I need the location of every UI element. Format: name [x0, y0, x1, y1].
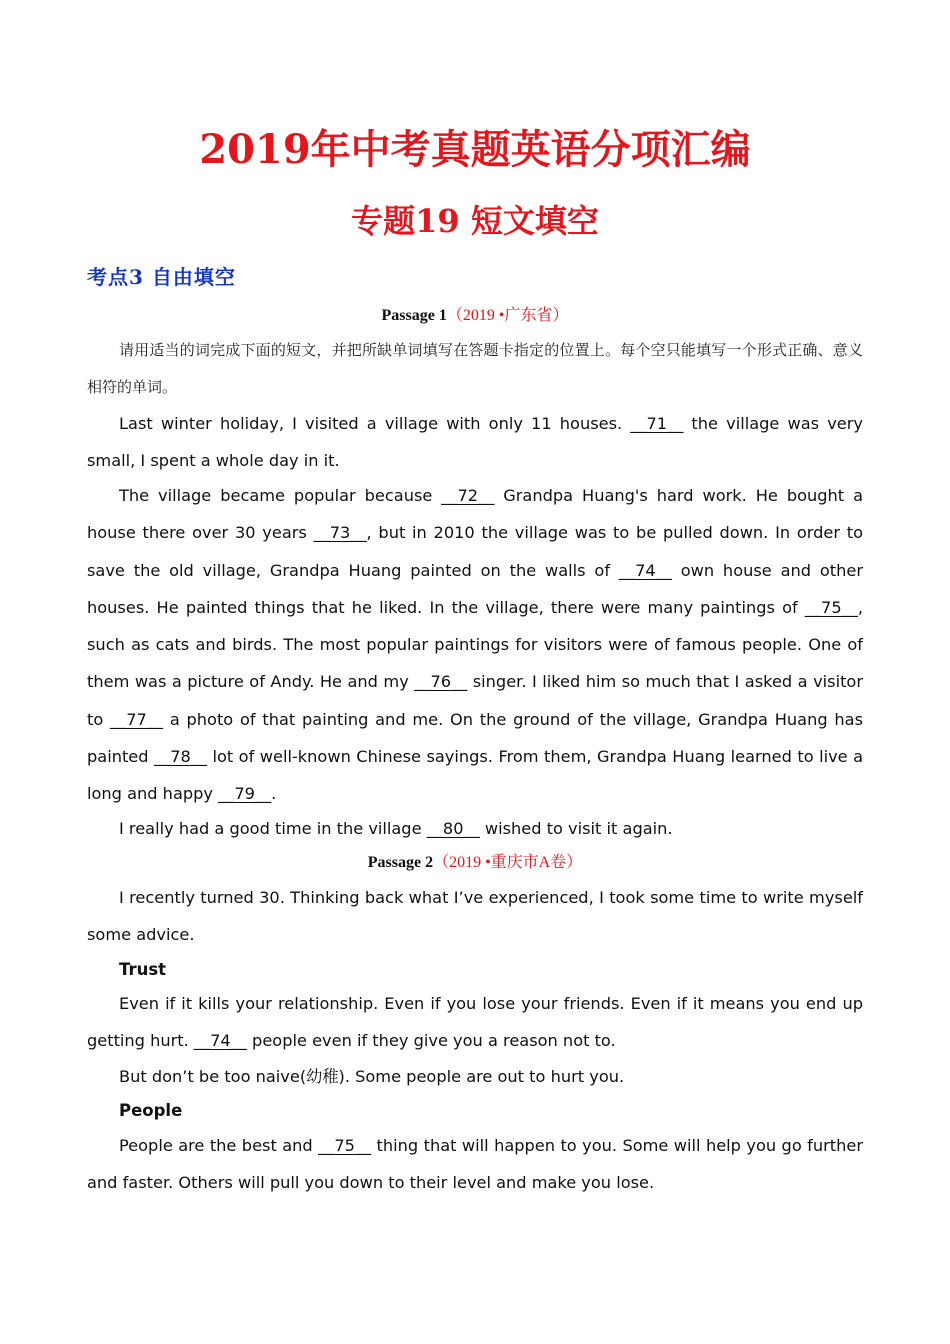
passage2-paragraph-3: But don’t be too naive(幼稚). Some people are out to hurt you. — [119, 1067, 625, 1086]
passage1-source: （2019 •广东省） — [446, 307, 569, 324]
passage2-paragraph-1: I recently turned 30. Thinking back what I’ve experienced, I took some time to write myself some advice. — [87, 888, 863, 945]
passage1-name: Passage 1 — [381, 307, 447, 324]
passage1-paragraph-1: Last winter holiday, I visited a village with only 11 houses. __71__ the village was very small, I spent a whole day in it. — [87, 414, 863, 471]
passage1-instruction: 请用适当的词完成下面的短文，并把所缺单词填写在答题卡指定的位置上。每个空只能填写一个形式正确、意义相符的单词。 — [87, 341, 863, 396]
passage2-source: （2019 •重庆市A卷） — [433, 854, 583, 871]
passage2-name: Passage 2 — [367, 854, 434, 871]
blank-74-p2: __74__ — [193, 1031, 247, 1051]
blank-71: __71__ — [630, 414, 684, 433]
blank-73: __73__ — [313, 523, 367, 543]
blank-80: __80__ — [426, 819, 480, 838]
heading-people: People — [119, 1101, 183, 1120]
sub-title: 专题19 短文填空 — [351, 202, 599, 240]
section-heading: 考点3 自由填空 — [87, 265, 236, 289]
passage2-paragraph-4: People are the best and __75__ thing that will happen to you. Some will help you go further and faster. Others will pull you down to their level and make you lose. — [87, 1136, 863, 1193]
main-title: 2019年中考真题英语分项汇编 — [199, 126, 751, 173]
passage1-paragraph-2: The village became popular because __72__ Grandpa Huang's hard work. He bought a house there over 30 years __73__, but in 2010 the village was to be pulled down. In order to save the old village, Grandpa Huang painted on the walls of __74__ own house and other houses. He painted things that he liked. In the village, there were many paintings of __75__, such as cats and birds. The most popular paintings for visitors were of famous people. One of them was a picture of Andy. He and my __76__ singer. I liked him so much that I asked a visitor to __77__ a photo of that painting and me. On the ground of the village, Grandpa Huang has painted __78__ lot of well-known Chinese sayings. From them, Grandpa Huang learned to live a long and happy __79__. — [87, 486, 864, 804]
blank-75: __75__ — [804, 597, 858, 617]
passage2-header — [0, 852, 950, 874]
blank-72: __72__ — [441, 486, 495, 505]
heading-trust: Trust — [119, 960, 167, 979]
blank-75-p2: __75__ — [318, 1136, 372, 1155]
blank-76: __76__ — [414, 672, 468, 692]
blank-77: __77__ — [110, 709, 164, 729]
blank-79: __79__ — [218, 784, 272, 804]
passage1-header — [0, 305, 950, 327]
passage1-paragraph-3: I really had a good time in the village __80__ wished to visit it again. — [119, 819, 673, 838]
blank-74: __74__ — [618, 560, 672, 580]
blank-78: __78__ — [154, 747, 207, 767]
passage2-paragraph-2: Even if it kills your relationship. Even if you lose your friends. Even if it means you end up getting hurt. __74__ people even if they give you a reason not to. — [87, 994, 863, 1051]
